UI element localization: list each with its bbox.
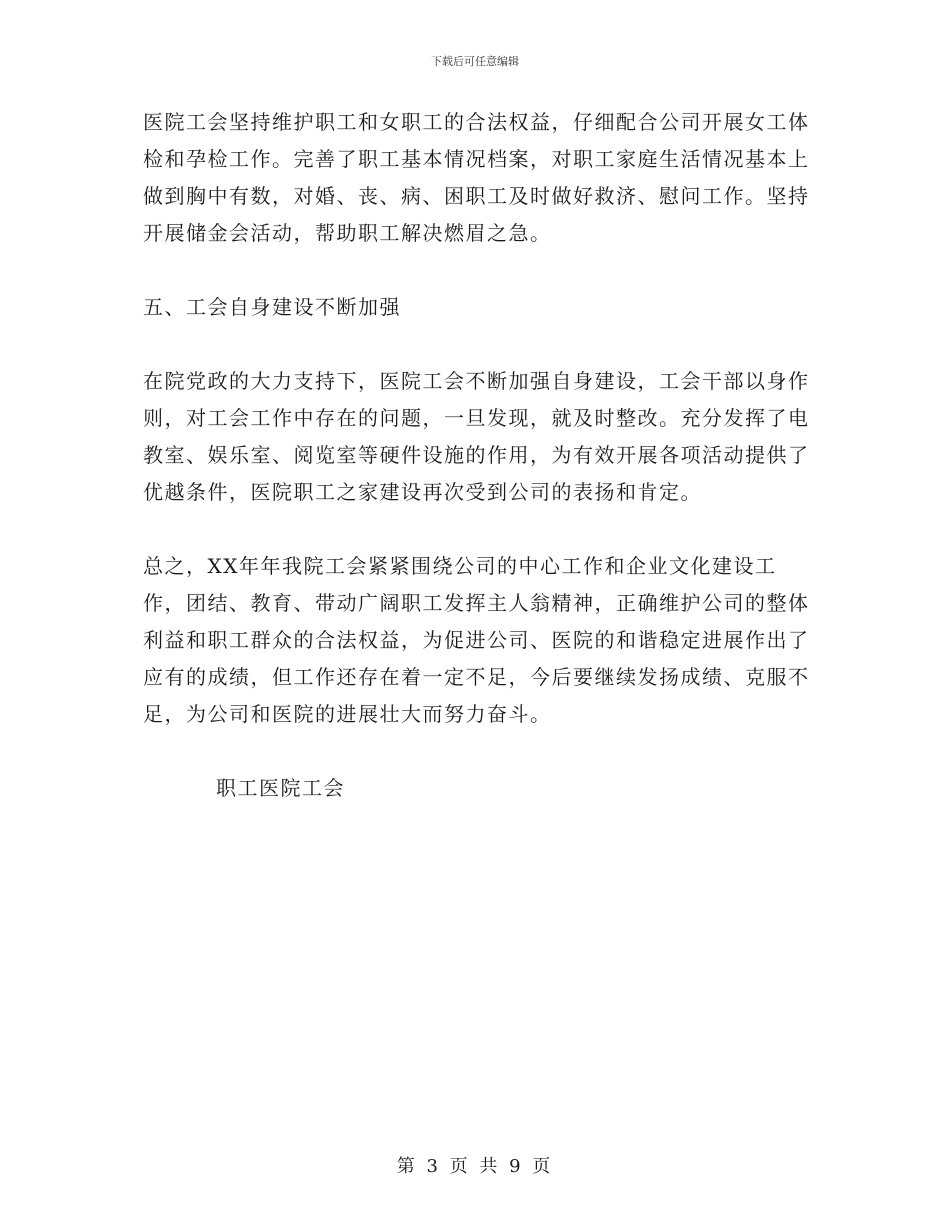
section-heading: 五、工会自身建设不断加强	[143, 295, 401, 319]
paragraph-welfare: 医院工会坚持维护职工和女职工的合法权益，仔细配合公司开展女工体检和孕检工作。完善了职工基本情况档案，对职工家庭生活情况基本上做到胸中有数，对婚、丧、病、困职工及时做好救济、慰问工作。坚持开展储金会活动，帮助职工解决燃眉之急。	[143, 110, 810, 245]
page-header: 下载后可任意编辑	[431, 55, 519, 68]
document-body	[143, 104, 813, 807]
signature: 职工医院工会	[216, 776, 345, 800]
page-footer: 第 3 页 共 9 页	[396, 1156, 554, 1177]
paragraph-summary: 总之，XX年年我院工会紧紧围绕公司的中心工作和企业文化建设工作，团结、教育、带动广阔职工发挥主人翁精神，正确维护公司的整体利益和职工群众的合法权益，为促进公司、医院的和谐稳定进展作出了应有的成绩，但工作还存在着一定不足，今后要继续发扬成绩、克服不足，为公司和医院的进展壮大而努力奋斗。	[143, 554, 810, 726]
paragraph-self-building: 在院党政的大力支持下，医院工会不断加强自身建设，工会干部以身作则，对工会工作中存在的问题，一旦发现，就及时整改。充分发挥了电教室、娱乐室、阅览室等硬件设施的作用，为有效开展各项活动提供了优越条件，医院职工之家建设再次受到公司的表扬和肯定。	[143, 369, 810, 504]
